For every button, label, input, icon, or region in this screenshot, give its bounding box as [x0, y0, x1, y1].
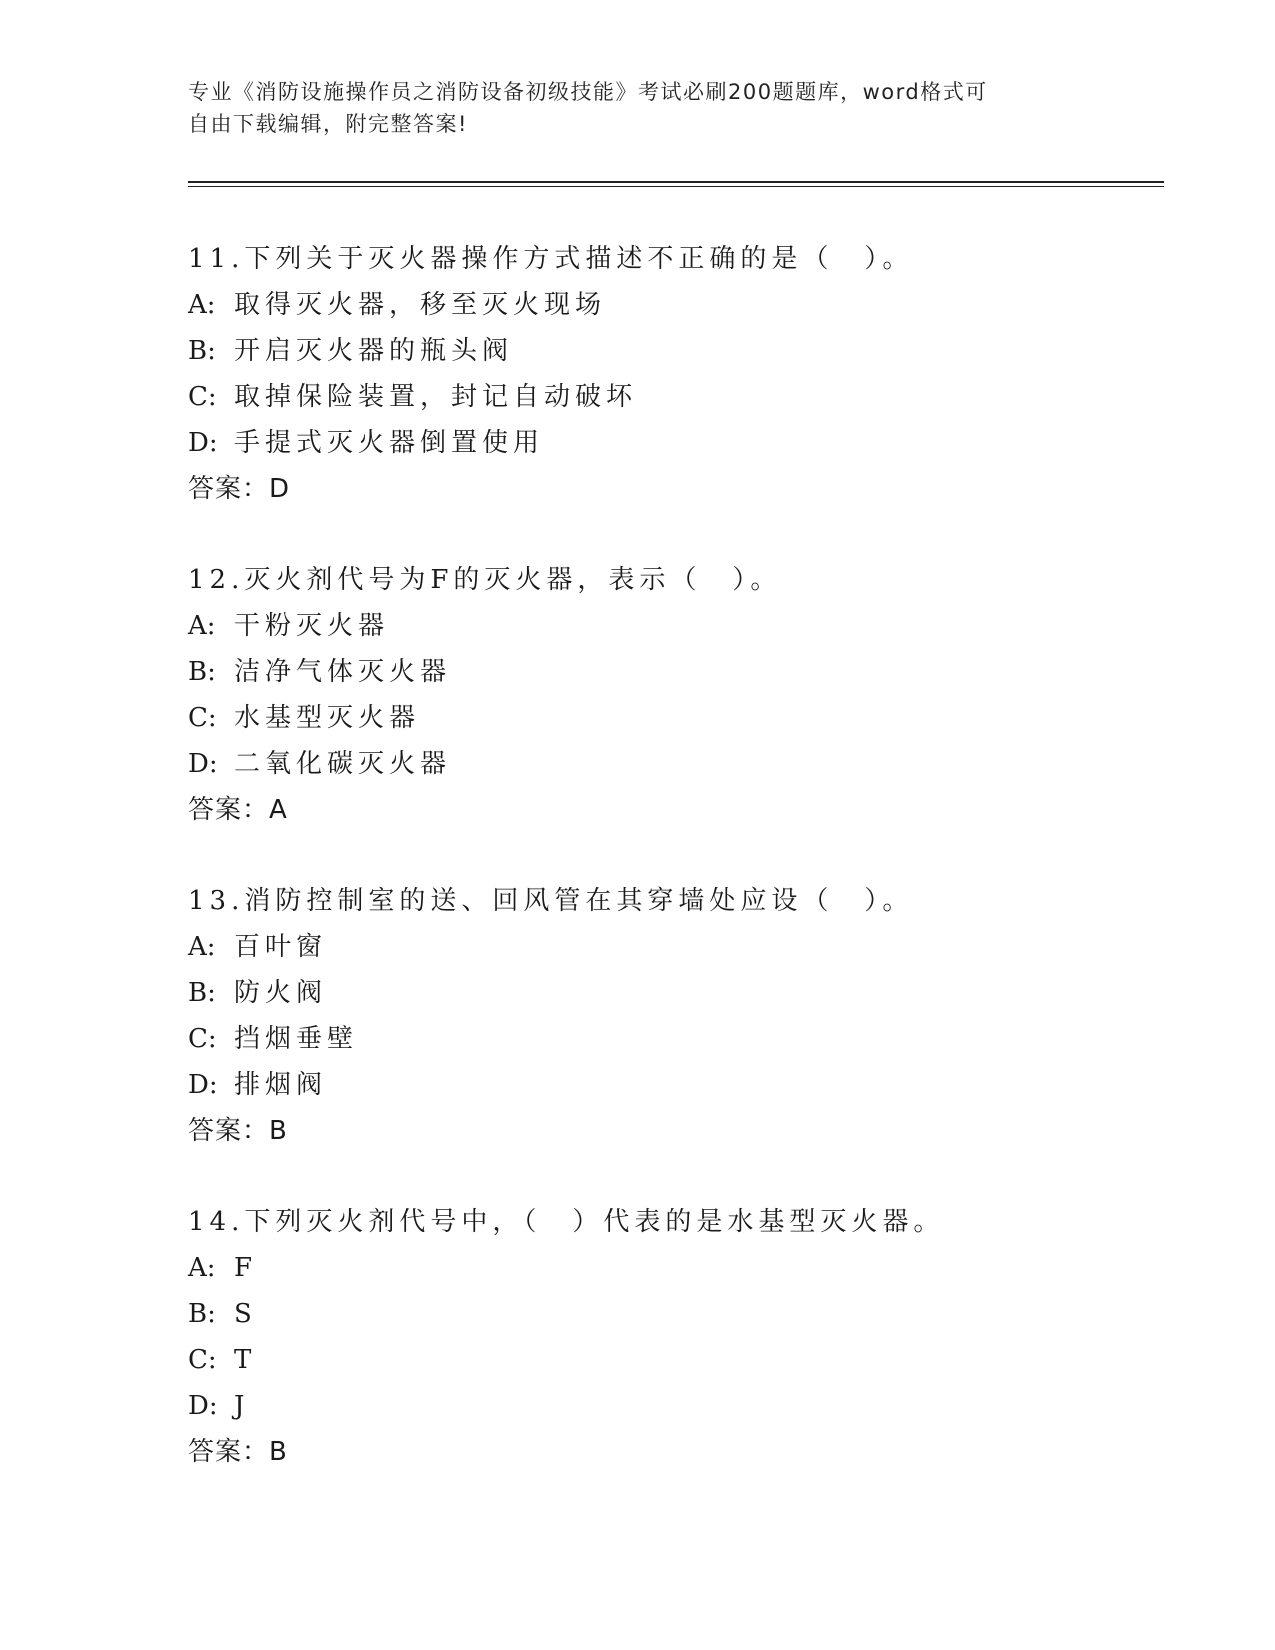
option-letter: A:	[188, 611, 216, 641]
option-d	[188, 420, 1168, 466]
option-letter: A:	[188, 932, 216, 962]
option-a	[188, 282, 1168, 328]
option-c	[188, 374, 1168, 420]
question-stem: 12.灭火剂代号为F的灭火器，表示（ ）。	[188, 565, 782, 595]
option-c	[188, 1337, 1168, 1383]
question-13	[188, 878, 1168, 1199]
option-text: 挡烟垂壁	[234, 1024, 359, 1054]
option-letter: B:	[188, 978, 216, 1008]
answer-line: 答案：A	[188, 795, 288, 825]
header-divider-thin	[188, 186, 1164, 187]
option-a	[188, 924, 1168, 970]
option-text: 洁净气体灭火器	[234, 657, 452, 687]
question-11	[188, 236, 1168, 557]
option-c	[188, 1016, 1168, 1062]
option-letter: B:	[188, 336, 216, 366]
option-letter: D:	[188, 749, 218, 779]
option-letter: D:	[188, 1391, 218, 1421]
option-a	[188, 1245, 1168, 1291]
header-line-1: 专业《消防设施操作员之消防设备初级技能》考试必刷200题题库，word格式可	[188, 80, 988, 104]
option-letter: C:	[188, 703, 217, 733]
option-letter: D:	[188, 428, 218, 458]
option-text: 二氧化碳灭火器	[234, 749, 452, 779]
option-text: 排烟阀	[234, 1070, 328, 1100]
header-line-2: 自由下载编辑，附完整答案!	[188, 112, 468, 136]
option-b	[188, 970, 1168, 1016]
option-text: T	[234, 1345, 257, 1375]
option-letter: B:	[188, 1299, 216, 1329]
option-text: J	[234, 1391, 250, 1421]
question-list	[188, 236, 1168, 1520]
question-14	[188, 1199, 1168, 1520]
question-12	[188, 557, 1168, 878]
option-text: 取掉保险装置，封记自动破坏	[234, 382, 638, 412]
option-letter: B:	[188, 657, 216, 687]
option-b	[188, 328, 1168, 374]
option-b	[188, 649, 1168, 695]
option-text: 取得灭火器，移至灭火现场	[234, 290, 607, 320]
option-letter: D:	[188, 1070, 218, 1100]
option-text: S	[234, 1299, 257, 1329]
option-text: 百叶窗	[234, 932, 328, 962]
option-b	[188, 1291, 1168, 1337]
option-text: F	[234, 1253, 258, 1283]
option-text: 手提式灭火器倒置使用	[234, 428, 545, 458]
option-a	[188, 603, 1168, 649]
question-stem: 11.下列关于灭火器操作方式描述不正确的是（ ）。	[188, 244, 914, 274]
option-text: 开启灭火器的瓶头阀	[234, 336, 514, 366]
question-stem: 13.消防控制室的送、回风管在其穿墙处应设（ ）。	[188, 886, 914, 916]
option-letter: C:	[188, 1024, 217, 1054]
document-header	[188, 76, 1088, 140]
option-d	[188, 1062, 1168, 1108]
option-letter: A:	[188, 1253, 216, 1283]
answer-line: 答案：B	[188, 1437, 288, 1467]
option-d	[188, 1383, 1168, 1429]
answer-line: 答案：D	[188, 474, 291, 504]
question-stem: 14.下列灭火剂代号中，（ ）代表的是水基型灭火器。	[188, 1207, 945, 1237]
option-letter: C:	[188, 1345, 217, 1375]
option-letter: C:	[188, 382, 217, 412]
header-divider-thick	[188, 181, 1164, 183]
option-text: 水基型灭火器	[234, 703, 421, 733]
option-text: 防火阀	[234, 978, 328, 1008]
option-d	[188, 741, 1168, 787]
answer-line: 答案：B	[188, 1116, 288, 1146]
option-text: 干粉灭火器	[234, 611, 390, 641]
option-letter: A:	[188, 290, 216, 320]
option-c	[188, 695, 1168, 741]
